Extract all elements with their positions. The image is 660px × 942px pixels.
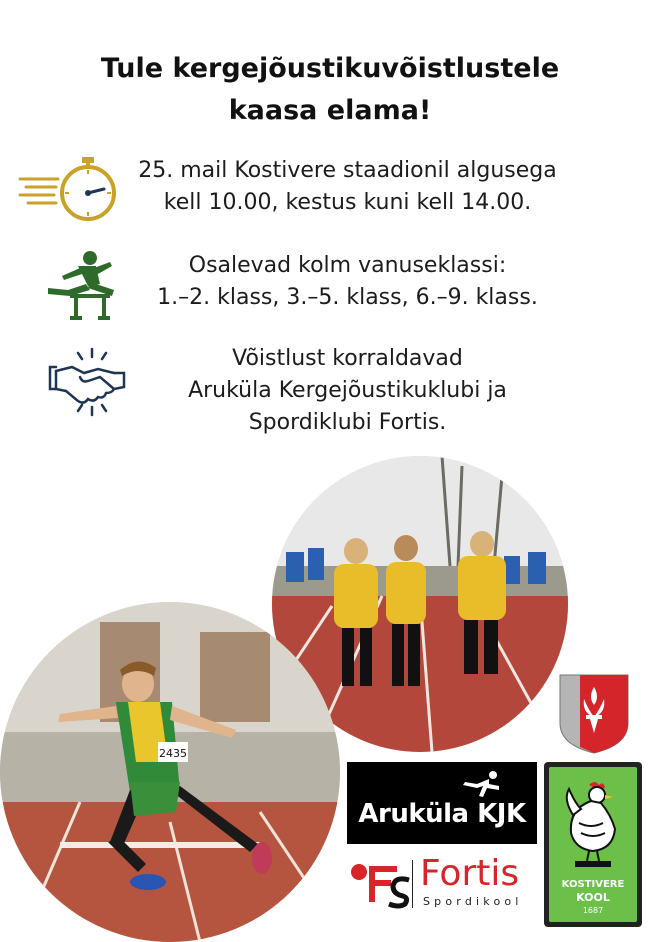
kool-founding-year: 1687 — [582, 906, 604, 915]
fortis-emblem-icon — [349, 858, 413, 910]
stopwatch-icon — [18, 155, 128, 235]
info-date-time — [0, 155, 660, 235]
info-line: Spordiklubi Fortis. — [248, 410, 447, 435]
info-line: 1.–2. klass, 3.–5. klass, 6.–9. klass. — [157, 285, 538, 310]
info-line: 25. mail Kostivere staadionil algusega — [138, 158, 557, 183]
kool-name-line-2: KOOL — [576, 891, 610, 904]
runner-icon — [455, 770, 503, 798]
info-organizers — [0, 343, 660, 435]
handshake-icon — [18, 343, 128, 423]
aruküla-kjk-logo — [347, 762, 537, 844]
info-date-time-text — [115, 155, 580, 219]
fortis-logo-text: Fortis — [420, 853, 520, 894]
info-age-classes — [0, 250, 660, 330]
municipality-crest-logo — [558, 673, 630, 755]
kjk-logo-text: Aruküla KJK — [358, 799, 526, 829]
hurdler-icon — [18, 250, 128, 330]
fortis-logo-subtitle: Spordikool — [423, 895, 523, 908]
info-line: Aruküla Kergejõustikuklubi ja — [188, 378, 507, 403]
kool-name-line-1: KOSTIVERE — [561, 879, 625, 890]
title-line-1: Tule kergejõustikuvõistlustele — [100, 53, 560, 84]
poster-title — [0, 48, 660, 132]
rooster-icon — [561, 779, 625, 869]
info-line: Võistlust korraldavad — [232, 346, 463, 371]
bib-number: 2435 — [159, 747, 187, 760]
info-age-classes-text — [115, 250, 580, 314]
info-line: Osalevad kolm vanuseklassi: — [188, 253, 507, 278]
athlete-hurdler-photo — [0, 602, 340, 942]
fortis-logo — [347, 852, 537, 914]
kostivere-kool-logo — [544, 762, 642, 927]
info-organizers-text — [115, 343, 580, 439]
info-line: kell 10.00, kestus kuni kell 14.00. — [163, 190, 532, 215]
title-line-2: kaasa elama! — [228, 95, 432, 126]
